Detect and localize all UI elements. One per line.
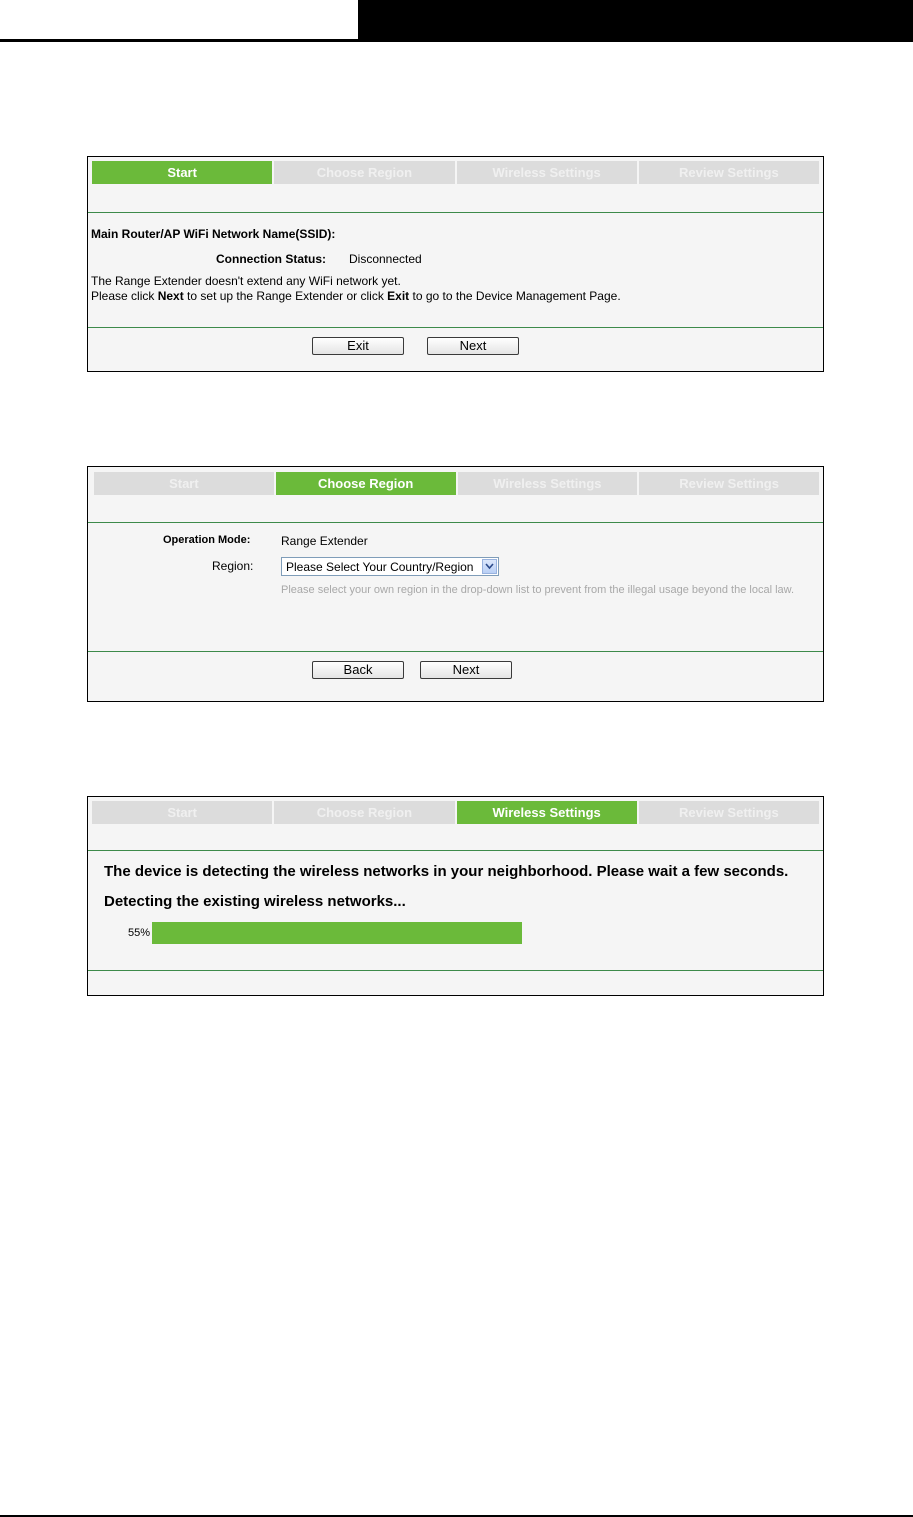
tab-wireless-settings[interactable]: Wireless Settings bbox=[457, 801, 637, 824]
back-button[interactable]: Back bbox=[312, 661, 404, 679]
wizard-tabs bbox=[94, 472, 819, 495]
tab-choose-region[interactable]: Choose Region bbox=[274, 801, 454, 824]
ssid-label: Main Router/AP WiFi Network Name(SSID): bbox=[91, 227, 336, 241]
tab-start[interactable]: Start bbox=[92, 161, 272, 184]
divider-top bbox=[88, 850, 823, 851]
info-message-2-next: Next bbox=[157, 289, 184, 303]
chevron-down-icon[interactable] bbox=[482, 559, 497, 574]
info-message-2-exit: Exit bbox=[387, 289, 410, 303]
region-select-value: Please Select Your Country/Region bbox=[286, 560, 474, 574]
region-label: Region: bbox=[212, 559, 254, 573]
info-message-2-part-c: to go to the Device Management Page. bbox=[409, 289, 621, 303]
region-hint: Please select your own region in the drop-down list to prevent from the illegal usage beyond the local law. bbox=[281, 584, 795, 596]
tab-start[interactable]: Start bbox=[92, 801, 272, 824]
operation-mode-label: Operation Mode: bbox=[163, 534, 251, 546]
operation-mode-value: Range Extender bbox=[281, 534, 368, 548]
wizard-panel-wireless bbox=[87, 796, 824, 996]
tab-choose-region[interactable]: Choose Region bbox=[276, 472, 456, 495]
divider-top bbox=[88, 212, 823, 213]
region-select[interactable] bbox=[281, 557, 499, 576]
next-button[interactable]: Next bbox=[427, 337, 519, 355]
divider-bottom bbox=[88, 651, 823, 652]
tab-review-settings[interactable]: Review Settings bbox=[639, 801, 819, 824]
divider-top bbox=[88, 522, 823, 523]
info-message-2-part-a: Please click bbox=[91, 289, 158, 303]
page-header bbox=[0, 0, 913, 42]
header-dark-bar bbox=[358, 0, 913, 42]
divider-bottom bbox=[88, 327, 823, 328]
wizard-tabs bbox=[92, 161, 819, 184]
detect-message: The device is detecting the wireless networks in your neighborhood. Please wait a few seconds. bbox=[104, 863, 789, 880]
divider-bottom bbox=[88, 970, 823, 971]
tab-choose-region[interactable]: Choose Region bbox=[274, 161, 454, 184]
tab-wireless-settings[interactable]: Wireless Settings bbox=[458, 472, 638, 495]
progress-bar bbox=[152, 922, 522, 944]
tab-review-settings[interactable]: Review Settings bbox=[639, 161, 819, 184]
connection-status-value: Disconnected bbox=[349, 252, 422, 266]
info-message-2-part-b: to set up the Range Extender or click bbox=[183, 289, 388, 303]
wizard-panel-region bbox=[87, 466, 824, 702]
connection-status-label: Connection Status: bbox=[216, 252, 326, 266]
header-rule bbox=[0, 39, 358, 42]
wizard-panel-start bbox=[87, 156, 824, 372]
exit-button[interactable]: Exit bbox=[312, 337, 404, 355]
progress-percent: 55% bbox=[128, 927, 151, 939]
next-button[interactable]: Next bbox=[420, 661, 512, 679]
tab-wireless-settings[interactable]: Wireless Settings bbox=[457, 161, 637, 184]
info-message-1: The Range Extender doesn't extend any WiFi network yet. bbox=[91, 274, 401, 288]
tab-start[interactable]: Start bbox=[94, 472, 274, 495]
wizard-tabs bbox=[92, 801, 819, 824]
tab-review-settings[interactable]: Review Settings bbox=[639, 472, 819, 495]
detecting-label: Detecting the existing wireless networks... bbox=[104, 893, 406, 910]
info-message-2 bbox=[91, 289, 621, 303]
